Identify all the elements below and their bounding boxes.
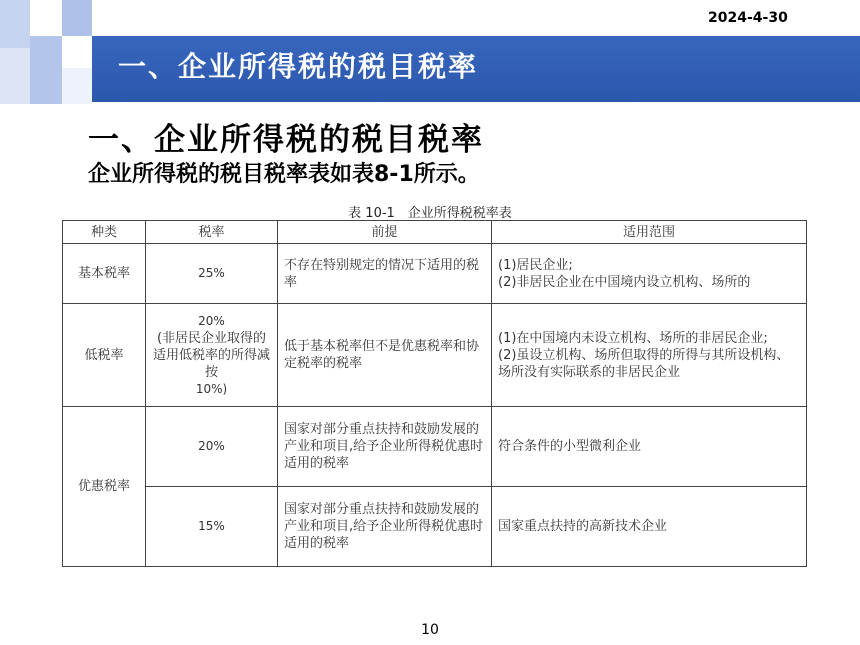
premise-cell: 低于基本税率但不是优惠税率和协定税率的税率 — [278, 304, 492, 407]
premise-cell: 国家对部分重点扶持和鼓励发展的产业和项目,给予企业所得税优惠时适用的税率 — [278, 487, 492, 567]
bar-title: 一、企业所得税的税目税率 — [118, 50, 479, 83]
category-cell: 低税率 — [63, 304, 146, 407]
decor-square — [0, 0, 30, 48]
category-cell: 基本税率 — [63, 244, 146, 304]
slide-heading: 一、企业所得税的税目税率 — [88, 122, 484, 158]
premise-cell: 国家对部分重点扶持和鼓励发展的产业和项目,给予企业所得税优惠时适用的税率 — [278, 407, 492, 487]
table-row — [63, 487, 807, 567]
scope-cell: 符合条件的小型微利企业 — [492, 407, 807, 487]
rate-cell: 20% — [146, 407, 278, 487]
rate-note-tail: 10%) — [195, 381, 228, 396]
table-row — [63, 407, 807, 487]
rate-cell: 25% — [146, 244, 278, 304]
scope-line: (2)虽设立机构、场所但取得的所得与其所设机构、场所没有实际联系的非居民企业 — [498, 347, 790, 380]
slide-date: 2024-4-30 — [708, 10, 788, 26]
tax-rate-table — [62, 220, 807, 567]
scope-cell — [492, 304, 807, 407]
header-category: 种类 — [63, 221, 146, 244]
decor-square — [30, 36, 62, 104]
scope-cell — [492, 244, 807, 304]
slide-subtitle: 企业所得税的税目税率表如表8-1所示。 — [88, 162, 480, 187]
decor-square — [62, 68, 92, 104]
table-row — [63, 304, 807, 407]
scope-line: (1)居民企业; — [498, 257, 573, 273]
premise-cell: 不存在特别规定的情况下适用的税率 — [278, 244, 492, 304]
table-caption: 表 10-1 企业所得税税率表 — [348, 206, 512, 221]
page-number: 10 — [421, 622, 439, 638]
decor-square — [0, 48, 30, 104]
scope-line: (1)在中国境内未设立机构、场所的非居民企业; — [498, 330, 768, 346]
rate-cell: 15% — [146, 487, 278, 567]
header-rate: 税率 — [146, 221, 278, 244]
decor-square — [62, 0, 92, 36]
header-scope: 适用范围 — [492, 221, 807, 244]
table-row — [63, 244, 807, 304]
rate-note: (非居民企业取得的适用低税率的所得减按 — [152, 330, 270, 380]
header-premise: 前提 — [278, 221, 492, 244]
scope-cell: 国家重点扶持的高新技术企业 — [492, 487, 807, 567]
scope-line: (2)非居民企业在中国境内设立机构、场所的 — [498, 274, 751, 290]
category-cell: 优惠税率 — [63, 407, 146, 567]
rate-cell — [146, 304, 278, 407]
rate-value: 20% — [198, 313, 225, 328]
table-header-row — [63, 221, 807, 244]
